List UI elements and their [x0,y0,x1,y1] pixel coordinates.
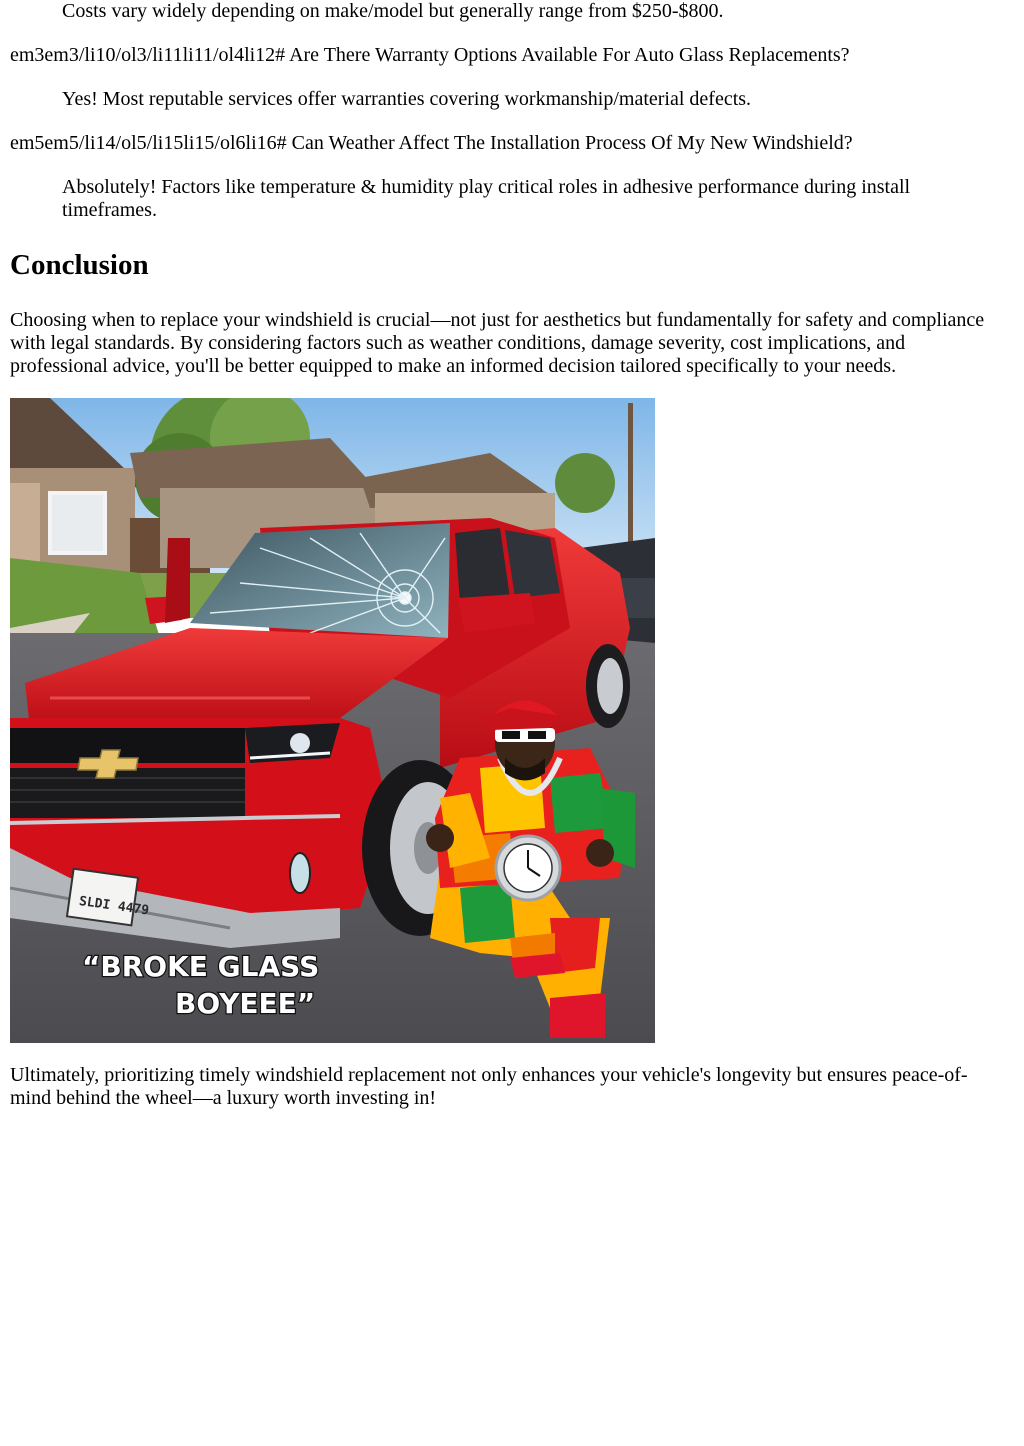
faq-question-weather: em5em5/li14/ol5/li15li15/ol6li16# Can Weather Affect The Installation Process Of My New Windshield? [10,132,853,154]
faq-answer-cost: Costs vary widely depending on make/model but generally range from $250-$800. [62,0,724,22]
faq-answer-weather: Absolutely! Factors like temperature & humidity play critical roles in adhesive performance during install timeframes. [62,176,911,221]
conclusion-heading: Conclusion [10,249,149,281]
faq-answer-warranty: Yes! Most reputable services offer warranties covering workmanship/material defects. [62,88,752,110]
closing-paragraph: Ultimately, prioritizing timely windshield replacement not only enhances your vehicle's longevity but ensures peace-of-mind behind the wheel—a luxury worth investing in! [10,1064,968,1109]
faq-question-warranty: em3em3/li10/ol3/li11li11/ol4li12# Are There Warranty Options Available For Auto Glass Replacements? [10,44,850,66]
license-plate-text: SLDI 4479 [78,893,150,919]
broken-windshield-truck-image [10,398,655,1043]
image-caption-line-2: BOYEEE” [175,987,316,1020]
image-caption-line-1: “BROKE GLASS [82,950,320,983]
conclusion-paragraph: Choosing when to replace your windshield is crucial—not just for aesthetics but fundamentally for safety and compliance with legal standards. By considering factors such as weather conditions, damage severity, cost implications, and professional advice, you'll be better equipped to make an informed decision tailored specifically to your needs. [10,309,985,377]
